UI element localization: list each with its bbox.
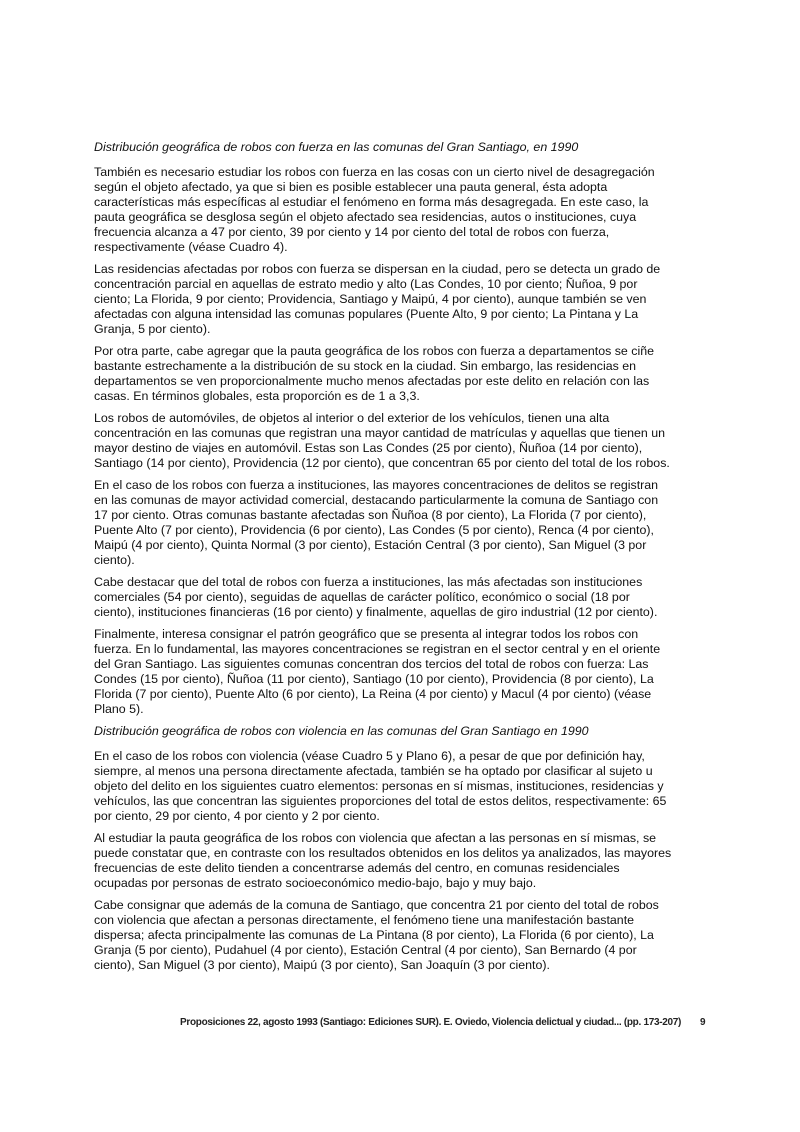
text-line: departamentos se ven proporcionalmente mucho menos afectadas por este delito en relación con las xyxy=(94,374,650,388)
text-line: según el objeto afectado, ya que si bien es posible establecer una pauta general, ésta adopta xyxy=(94,180,608,194)
text-line: Granja (5 por ciento), Pudahuel (4 por ciento), Estación Central (4 por ciento), San Bernardo (4 por xyxy=(94,943,637,957)
text-line: frecuencia alcanza a 47 por ciento, 39 por ciento y 14 por ciento del total de robos con fuerza, xyxy=(94,225,610,239)
text-line: concentración parcial en aquellas de estrato medio y alto (Las Condes, 10 por ciento; Ñuñoa, 9 por xyxy=(94,277,638,291)
text-line: por ciento, 29 por ciento, 4 por ciento y 2 por ciento. xyxy=(94,809,380,823)
text-line: vehículos, las que concentran las siguientes proporciones del total de estos delitos, respectivamente: 65 xyxy=(94,794,667,808)
paragraph xyxy=(94,344,710,404)
section-heading: Distribución geográfica de robos con violencia en las comunas del Gran Santiago en 1990 xyxy=(94,724,589,738)
text-line: Plano 5). xyxy=(94,702,144,716)
paragraph xyxy=(94,831,710,891)
text-line: puede constatar que, en contraste con los resultados obtenidos en los delitos ya analizados, las mayores xyxy=(94,846,672,860)
text-line: afectadas con alguna intensidad las comunas populares (Puente Alto, 9 por ciento; La Pintana y La xyxy=(94,307,639,321)
text-line: Los robos de automóviles, de objetos al interior o del exterior de los vehículos, tienen una alta xyxy=(94,411,610,425)
text-line: bastante estrechamente a la distribución de su stock en la ciudad. Sin embargo, las residencias en xyxy=(94,359,637,373)
text-line: También es necesario estudiar los robos con fuerza en las cosas con un cierto nivel de desagregación xyxy=(94,165,655,179)
text-line: objeto del delito en los siguientes cuatro elementos: personas en sí mismas, instituciones, residencias y xyxy=(94,779,664,793)
paragraph xyxy=(94,575,710,620)
text-line: comerciales (54 por ciento), seguidas de aquellas de carácter político, económico o social (18 por xyxy=(94,590,630,604)
paragraph xyxy=(94,262,710,337)
text-line: ciento), San Miguel (3 por ciento), Maipú (3 por ciento), San Joaquín (3 por ciento). xyxy=(94,958,550,972)
text-line: ciento), instituciones financieras (16 por ciento) y finalmente, aquellas de giro industrial (12 por ciento). xyxy=(94,605,658,619)
text-line: Puente Alto (7 por ciento), Providencia (6 por ciento), Las Condes (5 por ciento), Renca (4 por ciento), xyxy=(94,523,654,537)
text-line: casas. En términos globales, esta proporción es de 1 a 3,3. xyxy=(94,389,420,403)
text-line: dispersa; afecta principalmente las comunas de La Pintana (8 por ciento), La Florida (6 por ciento), La xyxy=(94,928,654,942)
text-line: Granja, 5 por ciento). xyxy=(94,322,211,336)
text-line: Cabe destacar que del total de robos con fuerza a instituciones, las más afectadas son instituciones xyxy=(94,575,643,589)
text-line: del Gran Santiago. Las siguientes comunas concentran dos tercios del total de robos con fuerza: Las xyxy=(94,657,649,671)
paragraph xyxy=(94,749,710,824)
section-heading: Distribución geográfica de robos con fuerza en las comunas del Gran Santiago, en 1990 xyxy=(94,140,579,154)
text-line: en las comunas de mayor actividad comercial, destacando particularmente la comuna de Santiago con xyxy=(94,493,659,507)
text-line: ocupadas por personas de estrato socioeconómico medio-bajo, bajo y muy bajo. xyxy=(94,876,537,890)
text-line: En el caso de los robos con fuerza a instituciones, las mayores concentraciones de delitos se registran xyxy=(94,478,659,492)
text-line: Condes (15 por ciento), Ñuñoa (11 por ciento), Santiago (10 por ciento), Providencia (8 por ciento), La xyxy=(94,672,654,686)
paragraph xyxy=(94,898,710,973)
text-line: siempre, al menos una persona directamente afectada, también se ha optado por clasificar al sujeto u xyxy=(94,764,653,778)
text-line: ciento; La Florida, 9 por ciento; Providencia, Santiago y Maipú, 4 por ciento), aunque también se ven xyxy=(94,292,647,306)
paragraph xyxy=(94,627,710,717)
text-line: concentración en las comunas que registran una mayor cantidad de matrículas y aquellas que tienen un xyxy=(94,426,666,440)
text-line: con violencia que afectan a personas directamente, el fenómeno tiene una manifestación bastante xyxy=(94,913,635,927)
text-line: 17 por ciento. Otras comunas bastante afectadas son Ñuñoa (8 por ciento), La Florida (7 por ciento), xyxy=(94,508,647,522)
paragraph xyxy=(94,411,710,471)
document-body xyxy=(94,140,710,980)
text-line: En el caso de los robos con violencia (véase Cuadro 5 y Plano 6), a pesar de que por definición hay, xyxy=(94,749,645,763)
text-line: pauta geográfica se desglosa según el objeto afectado sea residencias, autos o instituciones, cuya xyxy=(94,210,637,224)
text-line: mayor destino de viajes en automóvil. Estas son Las Condes (25 por ciento), Ñuñoa (14 por ciento), xyxy=(94,441,643,455)
text-line: ciento). xyxy=(94,553,135,567)
text-line: Finalmente, interesa consignar el patrón geográfico que se presenta al integrar todos los robos con xyxy=(94,627,639,641)
footer-citation: Proposiciones 22, agosto 1993 (Santiago: Ediciones SUR). E. Oviedo, Violencia delictual y ciudad... (pp. 173-207) xyxy=(180,1017,682,1028)
text-line: fuerza. En lo fundamental, las mayores concentraciones se registran en el sector central y en el oriente xyxy=(94,642,661,656)
text-line: Cabe consignar que además de la comuna de Santiago, que concentra 21 por ciento del total de robos xyxy=(94,898,659,912)
text-line: Maipú (4 por ciento), Quinta Normal (3 por ciento), Estación Central (3 por ciento), San Miguel (3 por xyxy=(94,538,647,552)
paragraph xyxy=(94,165,710,255)
text-line: respectivamente (véase Cuadro 4). xyxy=(94,240,288,254)
text-line: Por otra parte, cabe agregar que la pauta geográfica de los robos con fuerza a departamentos se ciñe xyxy=(94,344,654,358)
text-line: Las residencias afectadas por robos con fuerza se dispersan en la ciudad, pero se detecta un grado de xyxy=(94,262,661,276)
text-line: Santiago (14 por ciento), Providencia (12 por ciento), que concentran 65 por ciento del total de los robos. xyxy=(94,456,670,470)
page-number: 9 xyxy=(700,1017,706,1028)
text-line: Al estudiar la pauta geográfica de los robos con violencia que afectan a las personas en sí mismas, se xyxy=(94,831,657,845)
text-line: frecuencias de este delito tienden a concentrarse además del centro, en comunas residenciales xyxy=(94,861,620,875)
text-line: características más específicas al estudiar el fenómeno en forma más desagregada. En este caso, la xyxy=(94,195,649,209)
text-line: Florida (7 por ciento), Puente Alto (6 por ciento), La Reina (4 por ciento) y Macul (4 por ciento) (véase xyxy=(94,687,652,701)
paragraph xyxy=(94,478,710,568)
